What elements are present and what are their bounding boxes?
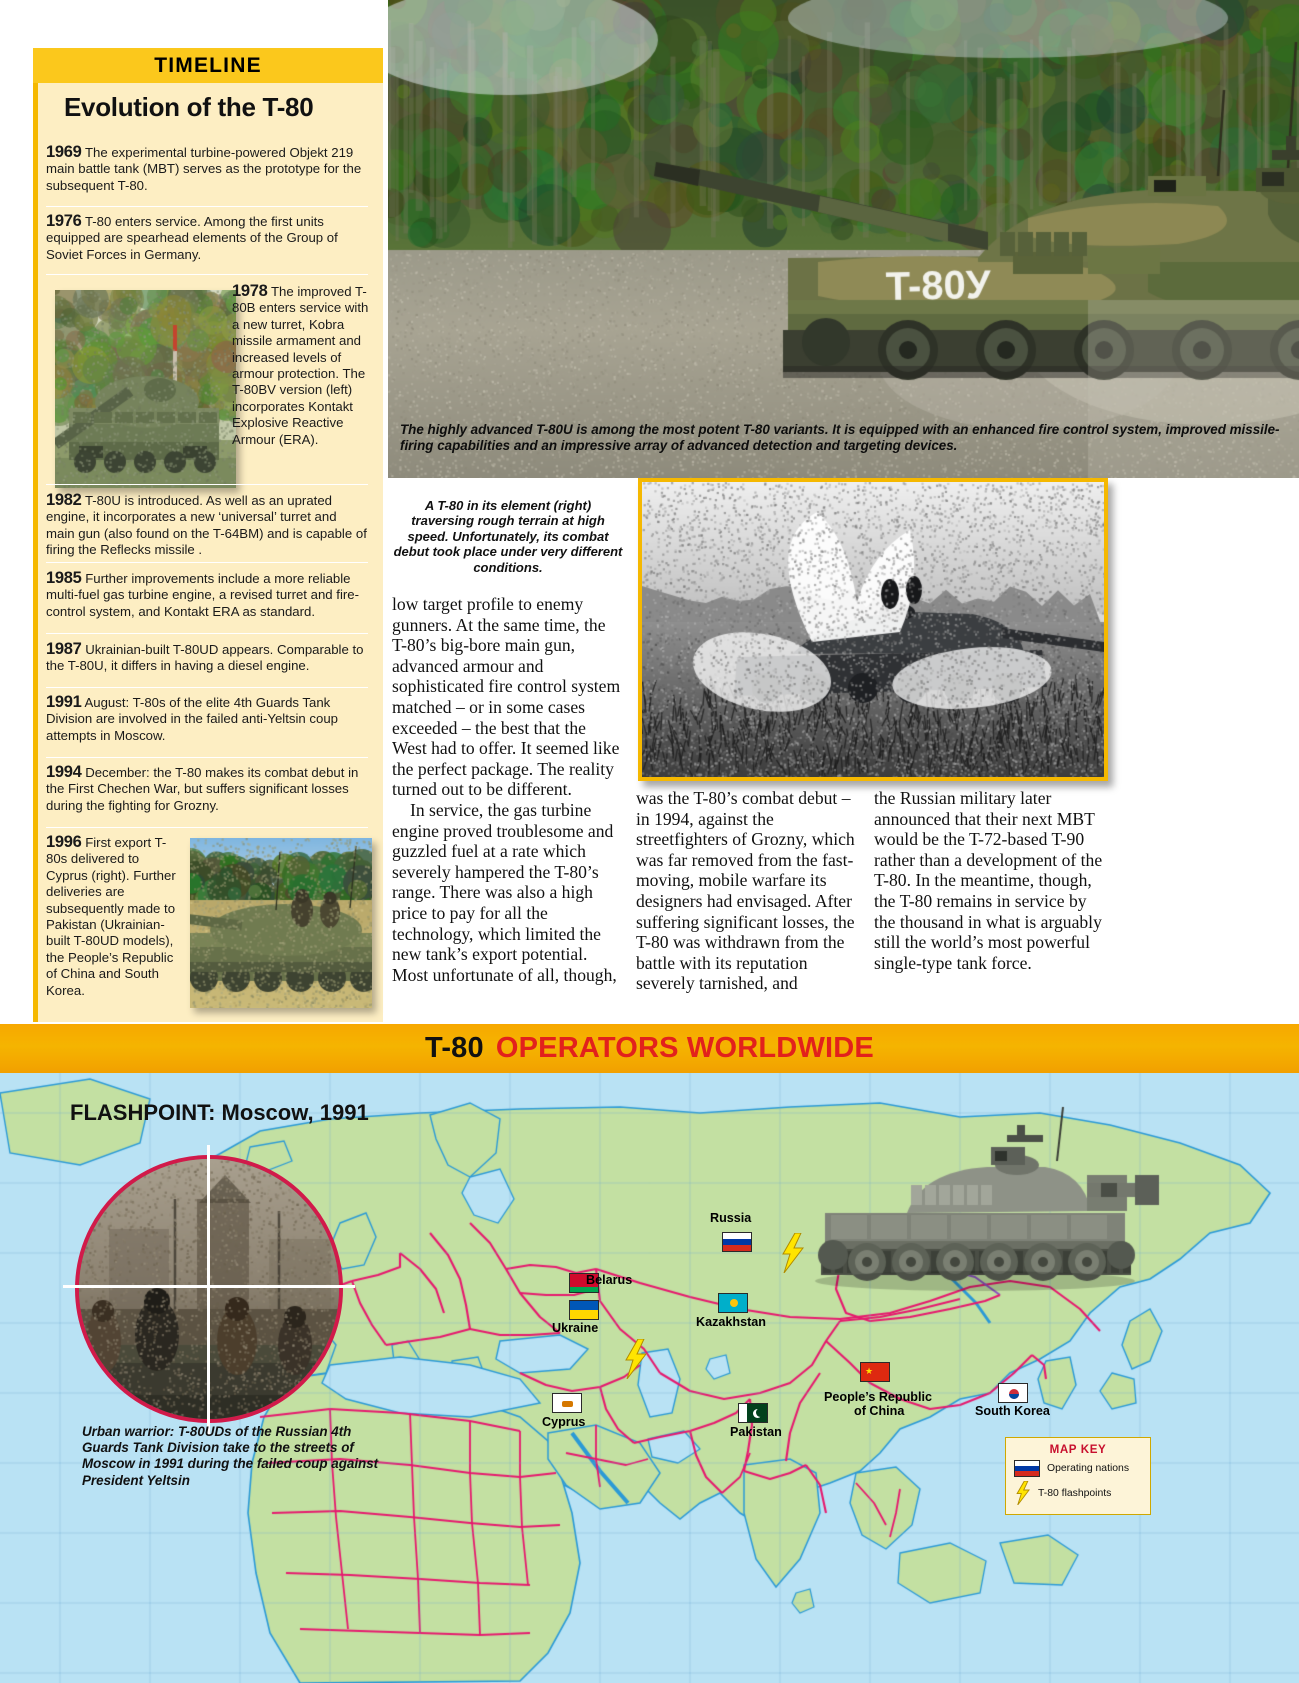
banner-label-operators: OPERATORS WORLDWIDE	[495, 1032, 874, 1064]
hero-photo-caption: The highly advanced T-80U is among the most potent T-80 variants. It is equipped with an enhanced fire control system, improved missile-firing capabilities and an impressive array of advanced detection and targeting devices.	[400, 422, 1280, 453]
legend-flag-icon	[1014, 1460, 1040, 1477]
timeline-entry-1994	[46, 764, 368, 814]
timeline-year: 1976	[46, 212, 82, 230]
action-photo-rough-terrain	[638, 478, 1108, 781]
map-label-pakistan: Pakistan	[730, 1425, 782, 1439]
article-paragraph: low target profile to enemy gunners. At the same time, the T-80’s big-bore main gun, advanced armour and sophisticated fire control system matched – or in some cases exceeded – the best that the West had to offer. It seemed like the perfect package. The reality turned out to be different.	[392, 594, 621, 800]
timeline-text: August: T-80s of the elite 4th Guards Tank Division are involved in the failed anti-Yeltsin coup attempts in Moscow.	[46, 695, 339, 743]
legend-bolt-icon	[1014, 1481, 1031, 1505]
timeline-text: Further improvements include a more reliable multi-fuel gas turbine engine, a revised turret and fire-control system, and Kontakt ERA as standard.	[46, 571, 359, 619]
flag-kazakhstan	[718, 1293, 748, 1313]
timeline-divider	[46, 206, 368, 207]
timeline-year: 1991	[46, 693, 82, 711]
flag-russia	[722, 1232, 752, 1252]
map-key-label-flashpoints: T-80 flashpoints	[1038, 1487, 1112, 1499]
flag-pakistan	[738, 1403, 768, 1423]
article-column-3	[874, 788, 1106, 973]
timeline-divider	[46, 827, 368, 828]
timeline-divider	[46, 274, 368, 275]
timeline-entry-1969	[46, 144, 368, 194]
map-key-title: MAP KEY	[1049, 1443, 1107, 1456]
article-column-1	[392, 594, 624, 985]
timeline-year: 1969	[46, 143, 82, 161]
timeline-divider	[46, 562, 368, 563]
map-label-south-korea: South Korea	[975, 1404, 1050, 1418]
timeline-title: Evolution of the T-80	[64, 92, 314, 122]
flag-cyprus	[552, 1393, 582, 1413]
timeline-header	[33, 48, 383, 83]
article-paragraph: the Russian military later announced that their next MBT would be the T-72-based T-90 rather than a development of the T-80. In the meantime, though, the T-80 remains in service by the thousand in what is arguably still the world’s most powerful single-type tank force.	[874, 788, 1103, 973]
map-label-kazakhstan: Kazakhstan	[696, 1315, 766, 1329]
timeline-text: T-80 enters service. Among the first units equipped are spearhead elements of the Group of Soviet Forces in Germany.	[46, 214, 338, 262]
scope-crosshair-vertical	[207, 1145, 210, 1435]
map-key-row-flashpoints	[1014, 1481, 1150, 1505]
flashpoint-title: FLASHPOINT: Moscow, 1991	[70, 1100, 369, 1125]
action-photo-caption: A T-80 in its element (right) traversing rough terrain at high speed. Unfortunately, its combat debut took place under very different conditions.	[393, 498, 623, 575]
timeline-divider	[46, 633, 368, 634]
article-column-2	[636, 788, 868, 994]
timeline-entry-1982	[46, 492, 368, 559]
timeline-year: 1994	[46, 763, 82, 781]
timeline-year: 1996	[46, 833, 82, 851]
timeline-text: The improved T-80B enters service with a new turret, Kobra missile armament and increased levels of armour protection. The T-80BV version (left) incorporates Kontakt Explosive Reactive Armour (ERA).	[232, 284, 369, 447]
timeline-text: The experimental turbine-powered Objekt 219 main battle tank (MBT) serves as the prototype for the subsequent T-80.	[46, 145, 362, 193]
timeline-text: T-80U is introduced. As well as an uprated engine, it incorporates a new ‘universal’ turret and main gun (also found on the T-64BM) and is capable of firing the Reflecks missile .	[46, 493, 367, 558]
flag-china: ★	[860, 1362, 890, 1382]
operators-banner	[0, 1024, 1299, 1073]
timeline-photo-cyprus	[190, 838, 372, 1008]
timeline-entry-1985	[46, 570, 368, 620]
timeline-entry-1976	[46, 213, 368, 263]
timeline-text: Ukrainian-built T-80UD appears. Comparable to the T-80U, it differs in having a diesel engine.	[46, 642, 364, 674]
map-label-china-line1: People’s Republic	[824, 1390, 933, 1404]
hero-photo-t80u	[388, 0, 1299, 478]
timeline-entry-1996	[46, 834, 181, 999]
article-paragraph: was the T-80’s combat debut – in 1994, against the streetfighters of Grozny, which was far removed from the fast-moving, mobile warfare its designers had envisaged. After suffering significant losses, the T-80 was withdrawn from the battle with its reputation severely tarnished, and	[636, 788, 855, 994]
flashpoint-caption: Urban warrior: T-80UDs of the Russian 4th Guards Tank Division take to the streets of Moscow in 1991 during the failed coup against President Yeltsin	[82, 1424, 379, 1488]
map-label-china-line2: of China	[854, 1404, 905, 1418]
map-label-cyprus: Cyprus	[542, 1415, 586, 1429]
timeline-text: First export T-80s delivered to Cyprus (right). Further deliveries are subsequently made to Pakistan (Ukrainian-built T-80UD models), the People’s Republic of China and South Korea.	[46, 835, 176, 998]
map-tank-illustration	[795, 1105, 1165, 1295]
flag-south-korea	[998, 1383, 1028, 1403]
article-paragraph: In service, the gas turbine engine proved troublesome and guzzled fuel at a rate which severely hampered the T-80’s range. There was also a high price to pay for all the technology, which limited the new tank’s export potential. Most unfortunate of all, though,	[392, 799, 617, 985]
timeline-year: 1985	[46, 569, 82, 587]
timeline-photo-t80bv	[55, 290, 236, 488]
timeline-header-label: TIMELINE	[154, 53, 262, 77]
flashpoint-bolt-icon	[779, 1233, 805, 1273]
map-label-belarus: Belarus	[586, 1273, 633, 1287]
map-label-ukraine: Ukraine	[552, 1321, 599, 1335]
timeline-divider	[46, 484, 368, 485]
flag-ukraine	[569, 1300, 599, 1320]
timeline-divider	[46, 757, 368, 758]
timeline-entry-1991	[46, 694, 368, 744]
timeline-text: December: the T-80 makes its combat debut in the First Chechen War, but suffers significant losses during the fighting for Grozny.	[46, 765, 359, 813]
map-key-label-operating: Operating nations	[1047, 1463, 1130, 1474]
timeline-entry-1978	[232, 283, 374, 448]
map-key-legend	[1005, 1437, 1151, 1515]
timeline-divider	[46, 687, 368, 688]
map-label-russia: Russia	[710, 1211, 752, 1225]
banner-label-t80: T-80	[425, 1032, 484, 1064]
timeline-entry-1987	[46, 641, 368, 675]
timeline-year: 1982	[46, 491, 82, 509]
map-key-row-operating	[1014, 1460, 1150, 1477]
flashpoint-bolt-icon	[622, 1339, 648, 1379]
timeline-year: 1987	[46, 640, 82, 658]
timeline-year: 1978	[232, 282, 268, 300]
